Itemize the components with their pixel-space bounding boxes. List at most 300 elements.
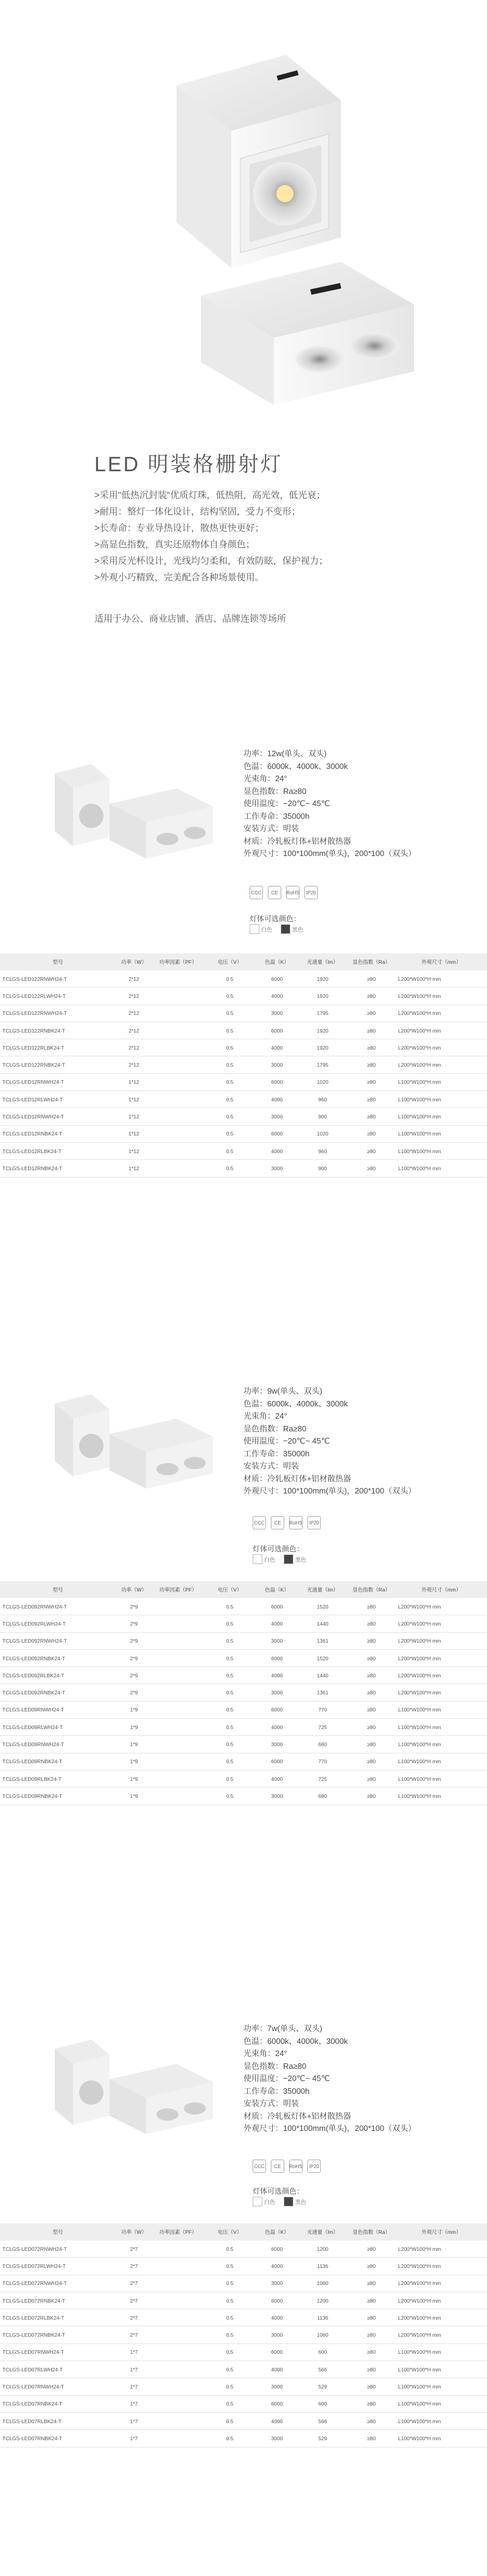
header-cct: 色温（K） [256,953,298,970]
cell-size: L100*W100*H mm [396,1788,487,1805]
feature-item: >采用反光杯设计，光线均匀柔和，有效防眩，保护视力； [94,556,328,566]
cell-model: TCLGS-LED092RNBK24-T [0,1684,116,1701]
rohs-cert-icon: RoHS [289,1516,303,1529]
cell-voltage: 0.5 [204,1649,256,1666]
cell-voltage: 0.5 [204,1056,256,1073]
cell-lumen: 1060 [298,2275,347,2292]
spec-item: 使用温度：−20℃~ 45℃ [244,1436,330,1445]
cell-ra: ≥80 [347,2309,396,2326]
cell-pf [152,2361,204,2378]
table-row [0,1753,487,1770]
spec-item: 光束角：24° [244,1411,287,1420]
cell-pf [152,2309,204,2326]
cell-power: 2*12 [116,988,152,1005]
cell-cct: 3000 [256,1160,298,1177]
cell-pf [152,2378,204,2395]
cell-cct: 4000 [256,1719,298,1736]
cell-size: L200*W100*H mm [396,1598,487,1615]
cell-power: 2*12 [116,1005,152,1022]
product-title: LED 明装格栅射灯 [94,453,283,476]
cell-cct: 3000 [256,1736,298,1753]
cell-size: L200*W100*H mm [396,2275,487,2292]
lamp-pair-illustration [18,1361,237,1525]
cell-size: L100*W100*H mm [396,1073,487,1090]
table-row [0,1125,487,1142]
black-swatch [281,924,290,934]
cell-size: L200*W100*H mm [396,1649,487,1666]
cell-voltage: 0.5 [204,1022,256,1039]
cell-cct: 3000 [256,1005,298,1022]
cell-ra: ≥80 [347,2258,396,2275]
cell-ra: ≥80 [347,2412,396,2429]
cell-ra: ≥80 [347,1615,396,1632]
cell-cct: 6000 [256,1649,298,1666]
spec-item: 显色指数：Ra≥80 [244,1423,307,1433]
cell-lumen: 725 [298,1719,347,1736]
cell-model: TCLGS-LED09RNBK24-T [0,1753,116,1770]
cell-ra: ≥80 [347,1719,396,1736]
cell-size: L200*W100*H mm [396,1667,487,1684]
white-label: 白色 [264,2199,276,2205]
black-label: 黑色 [295,1556,307,1563]
header-pf: 功率因素（PF） [152,2223,204,2241]
cell-power: 1*12 [116,1091,152,1108]
cell-pf [152,1684,204,1701]
cell-lumen: 900 [298,1108,347,1125]
cell-pf [152,1091,204,1108]
cell-pf [152,1056,204,1073]
cell-voltage: 0.5 [204,2258,256,2275]
cell-lumen: 1440 [298,1615,347,1632]
table-row [0,1598,487,1615]
cell-pf [152,970,204,988]
cell-model: TCLGS-LED072RLBK24-T [0,2309,116,2326]
table-row [0,2292,487,2309]
table-row [0,2343,487,2360]
white-swatch [250,924,259,934]
lamp-pair-illustration [18,731,237,895]
cell-model: TCLGS-LED12RNWH24-T [0,1108,116,1125]
cell-ra: ≥80 [347,1073,396,1090]
cell-pf [152,1632,204,1649]
cell-size: L100*W100*H mm [396,1091,487,1108]
cell-power: 1*12 [116,1160,152,1177]
spec-item: 功率：12w(单头、双头) [244,749,327,758]
cell-size: L100*W100*H mm [396,2412,487,2429]
cell-size: L100*W100*H mm [396,1108,487,1125]
cell-size: L100*W100*H mm [396,2378,487,2395]
cell-power: 1*12 [116,1073,152,1090]
table-row [0,2309,487,2326]
ce-cert-icon: CE [271,1516,284,1529]
cell-size: L200*W100*H mm [396,2309,487,2326]
cell-voltage: 0.5 [204,2378,256,2395]
cell-model: TCLGS-LED07RNWH24-T [0,2343,116,2360]
section-12w-image [18,731,237,895]
cell-ra: ≥80 [347,1005,396,1022]
cell-power: 2*9 [116,1598,152,1615]
cell-lumen: 725 [298,1770,347,1787]
header-size: 外观尺寸（mm） [396,1581,487,1598]
cell-power: 1*9 [116,1701,152,1718]
spec-table [0,953,487,1177]
cell-pf [152,1039,204,1056]
cell-size: L200*W100*H mm [396,1022,487,1039]
cell-voltage: 0.5 [204,2326,256,2343]
cell-cct: 6000 [256,1125,298,1142]
header-cct: 色温（K） [256,1581,298,1598]
cell-voltage: 0.5 [204,1142,256,1159]
header-power: 功率（W） [116,953,152,970]
cell-model: TCLGS-LED092RNWH24-T [0,1632,116,1649]
cell-ra: ≥80 [347,2326,396,2343]
cell-power: 2*12 [116,1039,152,1056]
table-row [0,1108,487,1125]
cell-ra: ≥80 [347,2343,396,2360]
cell-pf [152,1615,204,1632]
cell-ra: ≥80 [347,1108,396,1125]
cell-pf [152,2326,204,2343]
cell-size: L100*W100*H mm [396,2395,487,2412]
cell-power: 2*7 [116,2258,152,2275]
cell-power: 2*9 [116,1684,152,1701]
cell-ra: ≥80 [347,1684,396,1701]
cert-row [250,886,318,899]
cell-voltage: 0.5 [204,1039,256,1056]
cell-lumen: 600 [298,2395,347,2412]
cell-lumen: 1020 [298,1073,347,1090]
cell-pf [152,1108,204,1125]
cell-pf [152,1022,204,1039]
cell-cct: 4000 [256,1667,298,1684]
cell-cct: 6000 [256,2292,298,2309]
table-row [0,2378,487,2395]
cell-lumen: 1440 [298,1667,347,1684]
cell-ra: ≥80 [347,2430,396,2447]
spec-list [244,2023,416,2135]
table-row [0,2412,487,2429]
cell-lumen: 770 [298,1701,347,1718]
cell-lumen: 566 [298,2412,347,2429]
cell-lumen: 1361 [298,1684,347,1701]
header-voltage: 电压（V） [204,1581,256,1598]
header-lumen: 光通量（lm） [298,953,347,970]
cell-ra: ≥80 [347,970,396,988]
section-7w-image [18,2000,237,2177]
spec-item: 显色指数：Ra≥80 [244,2061,307,2071]
table-row [0,2395,487,2412]
cell-voltage: 0.5 [204,2412,256,2429]
feature-item: >外观小巧精致，完美配合各种场景使用。 [94,572,264,583]
cell-power: 2*7 [116,2326,152,2343]
table-row [0,2430,487,2447]
cell-ra: ≥80 [347,1039,396,1056]
ip20-cert-icon: IP20 [304,886,318,899]
cell-ra: ≥80 [347,1701,396,1718]
cell-voltage: 0.5 [204,2395,256,2412]
cell-size: L100*W100*H mm [396,2343,487,2360]
cell-model: TCLGS-LED07RNBK24-T [0,2430,116,2447]
cell-voltage: 0.5 [204,1160,256,1177]
cell-power: 2*7 [116,2275,152,2292]
cell-voltage: 0.5 [204,1598,256,1615]
header-lumen: 光通量（lm） [298,1581,347,1598]
cell-voltage: 0.5 [204,1770,256,1787]
cell-ra: ≥80 [347,1649,396,1666]
ce-cert-icon: CE [271,2160,284,2173]
color-swatches [253,1554,306,1564]
cell-ra: ≥80 [347,1770,396,1787]
table-row [0,1142,487,1159]
cell-cct: 3000 [256,1108,298,1125]
cell-cct: 6000 [256,2343,298,2360]
cell-voltage: 0.5 [204,1788,256,1805]
table-row [0,1736,487,1753]
spec-item: 工作寿命：35000h [244,2086,310,2096]
header-model: 型号 [0,953,116,970]
cell-model: TCLGS-LED122RNBK24-T [0,1056,116,1073]
cell-cct: 6000 [256,970,298,988]
cell-model: TCLGS-LED09RNWH24-T [0,1701,116,1718]
cell-cct: 4000 [256,2309,298,2326]
cell-power: 2*9 [116,1649,152,1666]
spec-item: 色温：6000k、4000k、3000k [244,761,348,771]
table-row [0,1005,487,1022]
spec-item: 材质：冷轧板灯体+铝材散热器 [244,1473,351,1483]
table-row [0,1770,487,1787]
cert-row [253,2160,321,2173]
cell-voltage: 0.5 [204,1615,256,1632]
cell-pf [152,1005,204,1022]
table-row [0,1667,487,1684]
cell-model: TCLGS-LED09RLWH24-T [0,1719,116,1736]
cell-lumen: 1920 [298,1039,347,1056]
cell-ra: ≥80 [347,2275,396,2292]
cell-pf [152,2292,204,2309]
header-power: 功率（W） [116,1581,152,1598]
cell-lumen: 1060 [298,2326,347,2343]
cell-ra: ≥80 [347,1125,396,1142]
cell-size: L100*W100*H mm [396,1142,487,1159]
cell-size: L100*W100*H mm [396,2430,487,2447]
cell-ra: ≥80 [347,2378,396,2395]
cell-cct: 3000 [256,2430,298,2447]
cell-cct: 4000 [256,1039,298,1056]
table-row [0,1719,487,1736]
cell-size: L200*W100*H mm [396,1684,487,1701]
cell-ra: ≥80 [347,1142,396,1159]
cell-ra: ≥80 [347,1788,396,1805]
cell-pf [152,2395,204,2412]
cell-model: TCLGS-LED072RNWH24-T [0,2241,116,2258]
cell-pf [152,1073,204,1090]
cell-power: 2*12 [116,1022,152,1039]
table-row [0,2326,487,2343]
cell-size: L200*W100*H mm [396,1632,487,1649]
cell-model: TCLGS-LED09RLBK24-T [0,1770,116,1787]
cell-model: TCLGS-LED122RNWH24-T [0,970,116,988]
table-row [0,1649,487,1666]
cell-ra: ≥80 [347,2292,396,2309]
feature-item: >高显色指数，真实还原物体自身颜色； [94,539,255,550]
cell-model: TCLGS-LED072RLWH24-T [0,2258,116,2275]
table-row [0,1684,487,1701]
cell-ra: ≥80 [347,2395,396,2412]
cell-power: 2*9 [116,1615,152,1632]
cell-model: TCLGS-LED072RNWH24-T [0,2275,116,2292]
cell-voltage: 0.5 [204,2292,256,2309]
cell-voltage: 0.5 [204,2275,256,2292]
spec-item: 材质：冷轧板灯体+铝材散热器 [244,2111,351,2121]
cell-pf [152,2430,204,2447]
white-swatch [253,1554,262,1564]
cell-pf [152,1719,204,1736]
cell-lumen: 1795 [298,1056,347,1073]
cell-lumen: 770 [298,1753,347,1770]
color-options-title: 灯体可选颜色： [253,1545,304,1553]
color-options-title: 灯体可选颜色： [250,914,301,923]
cell-ra: ≥80 [347,1753,396,1770]
cell-power: 1*7 [116,2412,152,2429]
cell-voltage: 0.5 [204,1632,256,1649]
white-swatch [253,2197,262,2206]
white-label: 白色 [264,1556,276,1563]
spec-item: 工作寿命：35000h [244,811,310,821]
cell-model: TCLGS-LED12RNBK24-T [0,1160,116,1177]
lamp-pair-illustration [18,2000,237,2177]
cell-lumen: 566 [298,2361,347,2378]
spec-item: 外观尺寸：100*100mm(单头)，200*100（双头） [244,1486,416,1495]
cell-cct: 4000 [256,2412,298,2429]
cell-power: 2*9 [116,1667,152,1684]
cell-lumen: 960 [298,1142,347,1159]
cell-lumen: 1520 [298,1649,347,1666]
cell-lumen: 1200 [298,2292,347,2309]
cell-size: L200*W100*H mm [396,1005,487,1022]
table-row [0,1073,487,1090]
cell-lumen: 1795 [298,1005,347,1022]
spec-item: 工作寿命：35000h [244,1448,310,1458]
cell-model: TCLGS-LED092RLBK24-T [0,1667,116,1684]
section-9w-image [18,1361,237,1525]
cell-voltage: 0.5 [204,1108,256,1125]
cell-size: L200*W100*H mm [396,1056,487,1073]
spec-item: 光束角：24° [244,774,287,783]
cell-model: TCLGS-LED122RLWH24-T [0,988,116,1005]
cell-cct: 6000 [256,1022,298,1039]
cell-model: TCLGS-LED122RNBK24-T [0,1022,116,1039]
cell-cct: 6000 [256,2395,298,2412]
table-row [0,1091,487,1108]
ce-cert-icon: CE [268,886,281,899]
cell-cct: 3000 [256,2378,298,2395]
color-swatches [250,924,303,934]
cell-size: L100*W100*H mm [396,1736,487,1753]
cell-cct: 4000 [256,1142,298,1159]
cell-voltage: 0.5 [204,1753,256,1770]
cell-model: TCLGS-LED07RLWH24-T [0,2361,116,2378]
cell-power: 1*9 [116,1770,152,1787]
header-lumen: 光通量（lm） [298,2223,347,2241]
cell-ra: ≥80 [347,1667,396,1684]
table-row [0,2275,487,2292]
spec-item: 显色指数：Ra≥80 [244,786,307,796]
cell-voltage: 0.5 [204,2343,256,2360]
cell-power: 1*7 [116,2430,152,2447]
cell-size: L200*W100*H mm [396,2241,487,2258]
header-model: 型号 [0,1581,116,1598]
cell-voltage: 0.5 [204,1073,256,1090]
cell-model: TCLGS-LED072RNBK24-T [0,2326,116,2343]
cell-pf [152,2275,204,2292]
cell-power: 1*9 [116,1753,152,1770]
cell-cct: 3000 [256,1632,298,1649]
cell-pf [152,1701,204,1718]
header-pf: 功率因素（PF） [152,1581,204,1598]
cell-power: 2*7 [116,2309,152,2326]
cell-power: 1*7 [116,2361,152,2378]
cell-cct: 3000 [256,2275,298,2292]
cell-model: TCLGS-LED09RNWH24-T [0,1736,116,1753]
header-power: 功率（W） [116,2223,152,2241]
cell-size: L200*W100*H mm [396,970,487,988]
cell-lumen: 1920 [298,1022,347,1039]
header-cct: 色温（K） [256,2223,298,2241]
cell-lumen: 529 [298,2378,347,2395]
header-pf: 功率因素（PF） [152,953,204,970]
cell-cct: 6000 [256,1753,298,1770]
ccc-cert-icon: CCC [253,2160,266,2173]
cell-ra: ≥80 [347,1091,396,1108]
usage-text: 适用于办公、商业店铺、酒店、品牌连锁等场所 [94,614,287,624]
rohs-cert-icon: RoHS [286,886,300,899]
table-row [0,988,487,1005]
cell-model: TCLGS-LED122RNWH24-T [0,1005,116,1022]
cell-size: L100*W100*H mm [396,1701,487,1718]
cell-cct: 4000 [256,1770,298,1787]
cell-cct: 4000 [256,2258,298,2275]
header-ra: 显色指数（Ra） [347,2223,396,2241]
cell-power: 1*9 [116,1719,152,1736]
cell-size: L100*W100*H mm [396,1160,487,1177]
cell-ra: ≥80 [347,1632,396,1649]
cell-power: 1*12 [116,1125,152,1142]
cell-ra: ≥80 [347,1160,396,1177]
header-voltage: 电压（V） [204,953,256,970]
spec-list [244,1385,416,1498]
cell-power: 2*9 [116,1632,152,1649]
hero-lamps-illustration [0,0,487,438]
cell-voltage: 0.5 [204,1005,256,1022]
cell-lumen: 1136 [298,2309,347,2326]
spec-item: 功率：7w(单头、双头) [244,2024,323,2033]
cell-lumen: 1200 [298,2241,347,2258]
cell-model: TCLGS-LED092RNBK24-T [0,1649,116,1666]
table-row [0,1615,487,1632]
cell-lumen: 1520 [298,1598,347,1615]
header-ra: 显色指数（Ra） [347,953,396,970]
cell-voltage: 0.5 [204,1719,256,1736]
cell-cct: 3000 [256,2326,298,2343]
header-ra: 显色指数（Ra） [347,1581,396,1598]
cell-lumen: 900 [298,1160,347,1177]
cell-pf [152,1667,204,1684]
spec-table [0,2223,487,2448]
cell-model: TCLGS-LED07RLBK24-T [0,2412,116,2429]
cell-size: L100*W100*H mm [396,1753,487,1770]
cell-lumen: 1136 [298,2258,347,2275]
cell-power: 1*9 [116,1788,152,1805]
